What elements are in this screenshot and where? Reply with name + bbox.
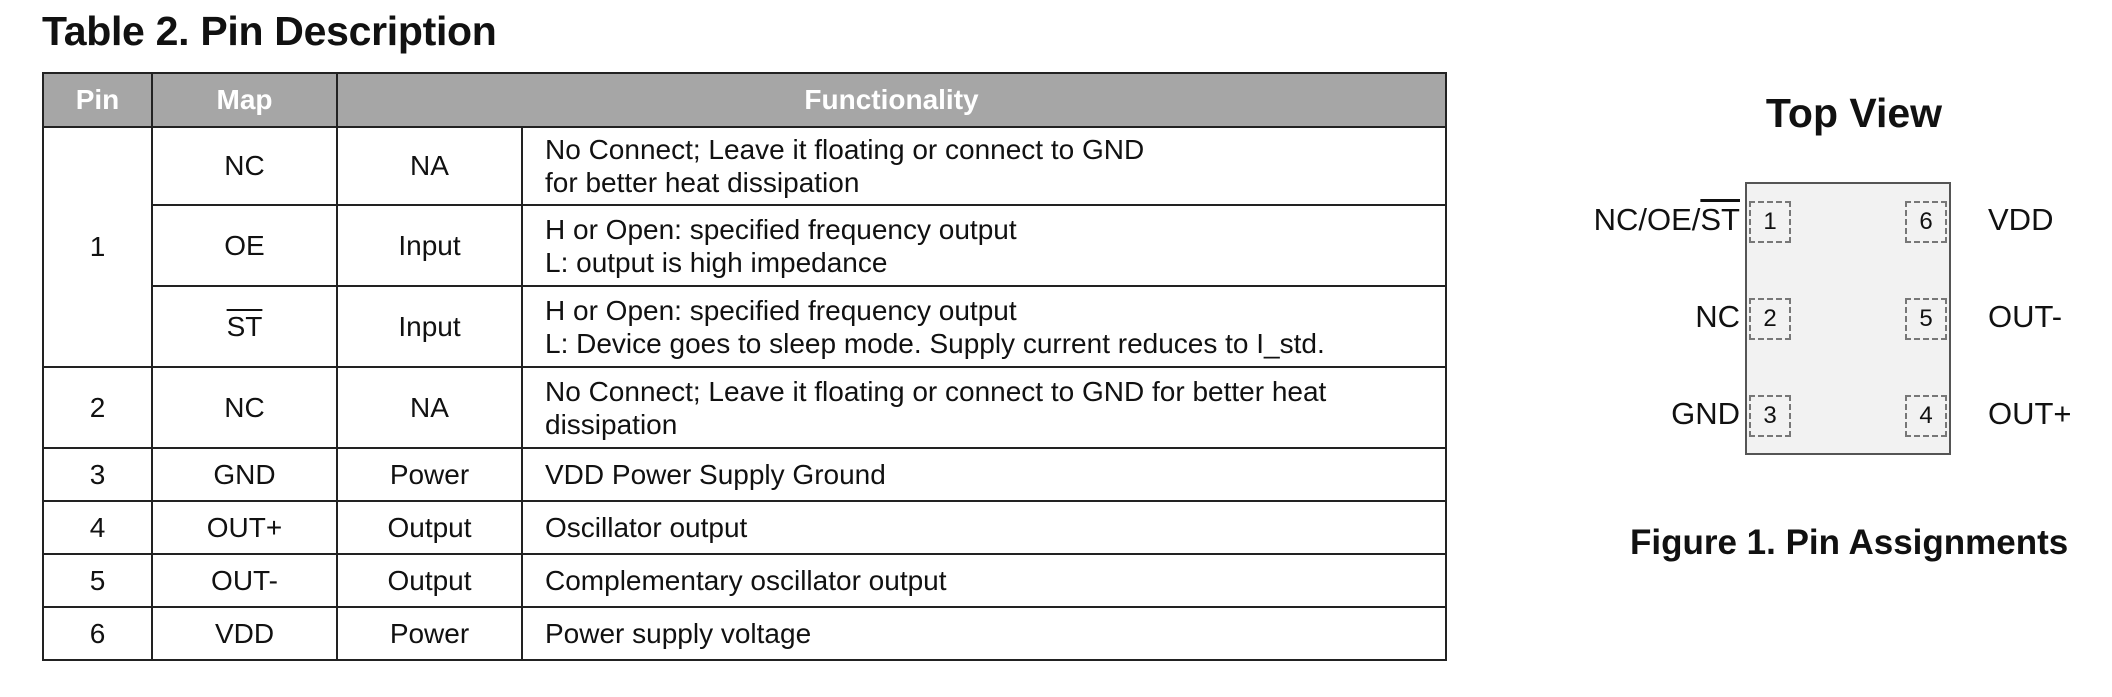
description-cell: Power supply voltage: [522, 607, 1446, 660]
map-cell: GND: [152, 448, 337, 501]
pin-label-1-prefix: NC/OE/: [1593, 202, 1701, 237]
type-cell: Output: [337, 501, 522, 554]
description-line: No Connect; Leave it floating or connect to GND: [545, 134, 1145, 165]
map-cell: [152, 286, 337, 367]
pin-label-2: [1540, 299, 1740, 335]
description-line: L: Device goes to sleep mode. Supply current reduces to I_std.: [545, 327, 1325, 359]
description-cell: VDD Power Supply Ground: [522, 448, 1446, 501]
type-cell: Power: [337, 607, 522, 660]
pin-cell: 6: [43, 607, 152, 660]
description-line: H or Open: specified frequency output: [545, 213, 1017, 245]
map-cell: OUT+: [152, 501, 337, 554]
pin-label-5: OUT-: [1988, 299, 2063, 334]
pin-label-6: VDD: [1988, 202, 2054, 237]
type-cell: Power: [337, 448, 522, 501]
map-cell: OUT-: [152, 554, 337, 607]
pin-label-3: [1540, 396, 1740, 432]
pin-cell: 2: [43, 367, 152, 448]
description-cell: [522, 367, 1446, 448]
table-row: [43, 127, 1446, 205]
description-line: L: output is high impedance: [545, 246, 888, 278]
table-row: [43, 367, 1446, 448]
pin-cell: 4: [43, 501, 152, 554]
pin-pad-4: 4: [1905, 395, 1947, 437]
description-line: for better heat dissipation: [545, 167, 860, 198]
pin-cell: 1: [43, 127, 152, 367]
table-row: [43, 286, 1446, 367]
map-cell: NC: [152, 367, 337, 448]
type-cell: Output: [337, 554, 522, 607]
header-functionality: Functionality: [337, 73, 1446, 127]
top-view-title: Top View: [1765, 90, 1943, 136]
table-title: Table 2. Pin Description: [42, 8, 497, 54]
map-cell: VDD: [152, 607, 337, 660]
pin-description-table: [42, 72, 1447, 661]
pin-cell: 5: [43, 554, 152, 607]
pin-pad-5: 5: [1905, 298, 1947, 340]
description-cell: [522, 205, 1446, 286]
map-cell: NC: [152, 127, 337, 205]
map-cell: OE: [152, 205, 337, 286]
type-cell: Input: [337, 286, 522, 367]
pin-pad-6: 6: [1905, 201, 1947, 243]
table-row: [43, 205, 1446, 286]
pin-label-1-st: $\overline{ST}$: [1700, 202, 1740, 237]
description-cell: [522, 286, 1446, 367]
type-cell: Input: [337, 205, 522, 286]
pin-pad-3: 3: [1749, 395, 1791, 437]
table-row: [43, 554, 1446, 607]
description-cell: Oscillator output: [522, 501, 1446, 554]
type-cell: NA: [337, 367, 522, 448]
description-cell: [522, 127, 1446, 205]
header-map: Map: [152, 73, 337, 127]
pin-label-1: [1540, 202, 1740, 238]
pin-label-4: OUT+: [1988, 396, 2072, 431]
pin-label-3-text: GND: [1671, 396, 1740, 431]
header-pin: Pin: [43, 73, 152, 127]
description-line: dissipation: [545, 408, 678, 440]
pin-cell: 3: [43, 448, 152, 501]
table-row: [43, 607, 1446, 660]
table-row: [43, 501, 1446, 554]
pin-pad-1: 1: [1749, 201, 1791, 243]
table-row: [43, 448, 1446, 501]
description-cell: Complementary oscillator output: [522, 554, 1446, 607]
pin-pad-2: 2: [1749, 298, 1791, 340]
st-overline-label: $\overline{ST}$: [226, 310, 263, 342]
pin-label-2-text: NC: [1695, 299, 1740, 334]
chip-package-diagram: [1745, 182, 1951, 455]
figure-caption: Figure 1. Pin Assignments: [1630, 523, 2069, 562]
description-line: H or Open: specified frequency output: [545, 294, 1017, 326]
table-header-row: [43, 73, 1446, 127]
description-line: No Connect; Leave it floating or connect to GND for better heat: [545, 375, 1327, 407]
type-cell: NA: [337, 127, 522, 205]
